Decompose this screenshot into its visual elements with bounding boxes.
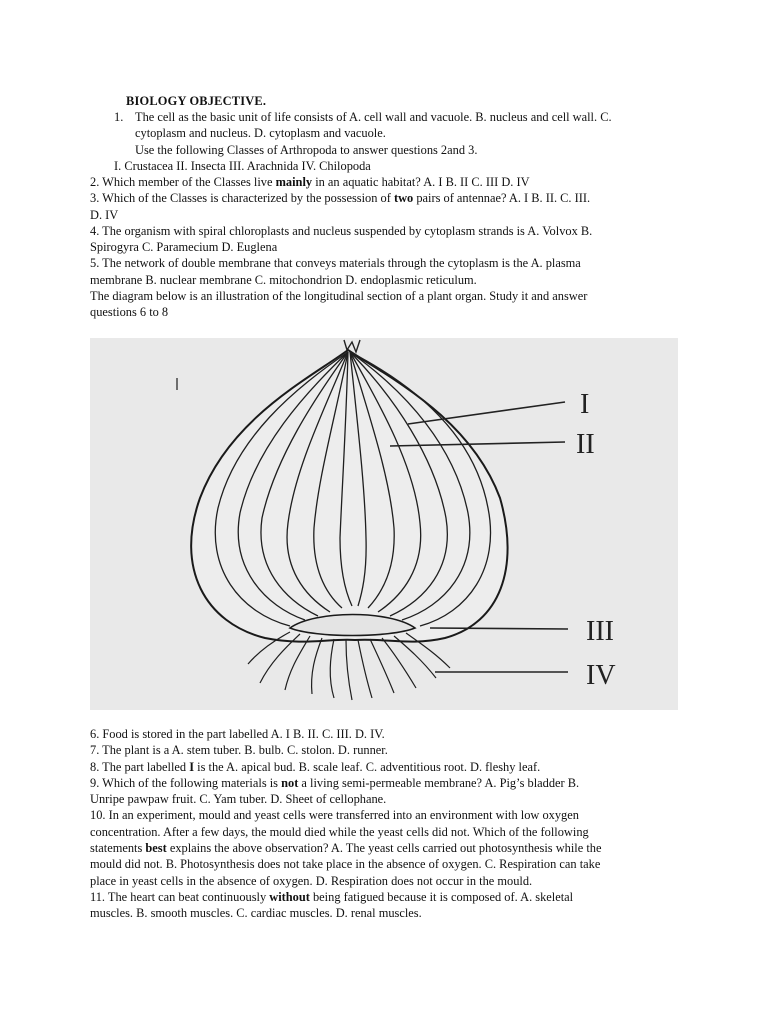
- question-10-text: statements: [90, 841, 146, 856]
- question-8-options: is the A. apical bud. B. scale leaf. C. adventitious root. D. fleshy leaf.: [194, 759, 541, 774]
- label-i: I: [580, 389, 590, 420]
- question-11-options: being fatigued because it is composed of. A. skeletal: [309, 889, 574, 904]
- question-5-line-2: membrane B. nuclear membrane C. mitochondrion D. endoplasmic reticulum.: [90, 272, 477, 287]
- question-3-options: pairs of antennae? A. I B. II. C. III.: [413, 191, 591, 206]
- question-6: 6. Food is stored in the part labelled A. I B. II. C. III. D. IV.: [90, 727, 385, 741]
- label-iv: IV: [586, 660, 616, 691]
- question-11-text: 11. The heart can beat continuously: [90, 889, 270, 904]
- question-3-text: 3. Which of the Classes is characterized by the possession of: [90, 191, 394, 206]
- question-9-text: 9. Which of the following materials is: [90, 775, 282, 790]
- question-2-text: 2. Which member of the Classes live: [90, 175, 276, 189]
- question-11: [90, 889, 690, 905]
- label-iii: III: [586, 616, 614, 647]
- question-10-line-1: 10. In an experiment, mould and yeast cells were transferred into an environment with low oxygen: [90, 808, 579, 823]
- question-9-emphasis: not: [281, 775, 299, 790]
- question-7: 7. The plant is a A. stem tuber. B. bulb. C. stolon. D. runner.: [90, 743, 388, 758]
- question-9: [90, 775, 690, 791]
- question-2-emphasis: mainly: [275, 175, 313, 189]
- bulb-illustration: [90, 338, 678, 710]
- question-3-line-2: D. IV: [90, 207, 119, 222]
- question-10-option-a: explains the above observation? A. The yeast cells carried out photosynthesis while the: [166, 841, 602, 856]
- question-2-options: in an aquatic habitat? A. I B. II C. III D. IV: [312, 175, 530, 189]
- question-4-line-2: Spirogyra C. Paramecium D. Euglena: [90, 240, 278, 255]
- label-ii: II: [576, 429, 595, 460]
- question-8: [90, 759, 690, 775]
- diagram-intro-line-2: questions 6 to 8: [90, 305, 169, 320]
- question-8-emphasis: I: [189, 759, 195, 774]
- question-3: [90, 190, 690, 206]
- question-5-line-1: 5. The network of double membrane that conveys materials through the cytoplasm is the A. plasma: [90, 256, 581, 271]
- question-10-line-2: concentration. After a few days, the mould died while the yeast cells did not. Which of the following: [90, 824, 589, 839]
- question-9-options: a living semi-permeable membrane? A. Pig’s bladder B.: [298, 775, 580, 790]
- arthropoda-classes: I. Crustacea II. Insecta III. Arachnida IV. Chilopoda: [114, 159, 371, 173]
- question-1-line-2: cytoplasm and nucleus. D. cytoplasm and vacuole.: [135, 126, 386, 141]
- pointer-iii: [430, 628, 568, 629]
- questions-2-to-5: [90, 174, 690, 321]
- question-10-line-3: [90, 840, 690, 856]
- questions-6-to-11: [90, 726, 690, 922]
- question-10-emphasis: best: [145, 841, 167, 856]
- question-9-line-2: Unripe pawpaw fruit. C. Yam tuber. D. Sheet of cellophane.: [90, 792, 387, 807]
- onion-bulb-diagram: [90, 338, 678, 710]
- instruction-arthropoda: Use the following Classes of Arthropoda to answer questions 2and 3.: [135, 142, 478, 157]
- question-1-line-1: The cell as the basic unit of life consists of A. cell wall and vacuole. B. nucleus and cell wall. C.: [135, 110, 612, 124]
- question-1-number: 1.: [114, 110, 124, 124]
- page-title: BIOLOGY OBJECTIVE.: [126, 94, 267, 108]
- question-4-line-1: 4. The organism with spiral chloroplasts and nucleus suspended by cytoplasm strands is A. Volvox B.: [90, 223, 593, 238]
- question-2: [90, 174, 690, 190]
- question-10-line-4: mould did not. B. Photosynthesis does not take place in the absence of oxygen. C. Respiration can take: [90, 857, 601, 872]
- diagram-intro-line-1: The diagram below is an illustration of the longitudinal section of a plant organ. Study it and answer: [90, 289, 588, 304]
- question-11-emphasis: without: [269, 889, 310, 904]
- question-10-line-5: place in yeast cells in the absence of oxygen. D. Respiration does not occur in the mould.: [90, 873, 533, 888]
- question-1: [114, 109, 684, 158]
- question-11-line-2: muscles. B. smooth muscles. C. cardiac muscles. D. renal muscles.: [90, 906, 422, 921]
- question-3-emphasis: two: [393, 191, 414, 206]
- question-8-text: 8. The part labelled: [90, 759, 190, 774]
